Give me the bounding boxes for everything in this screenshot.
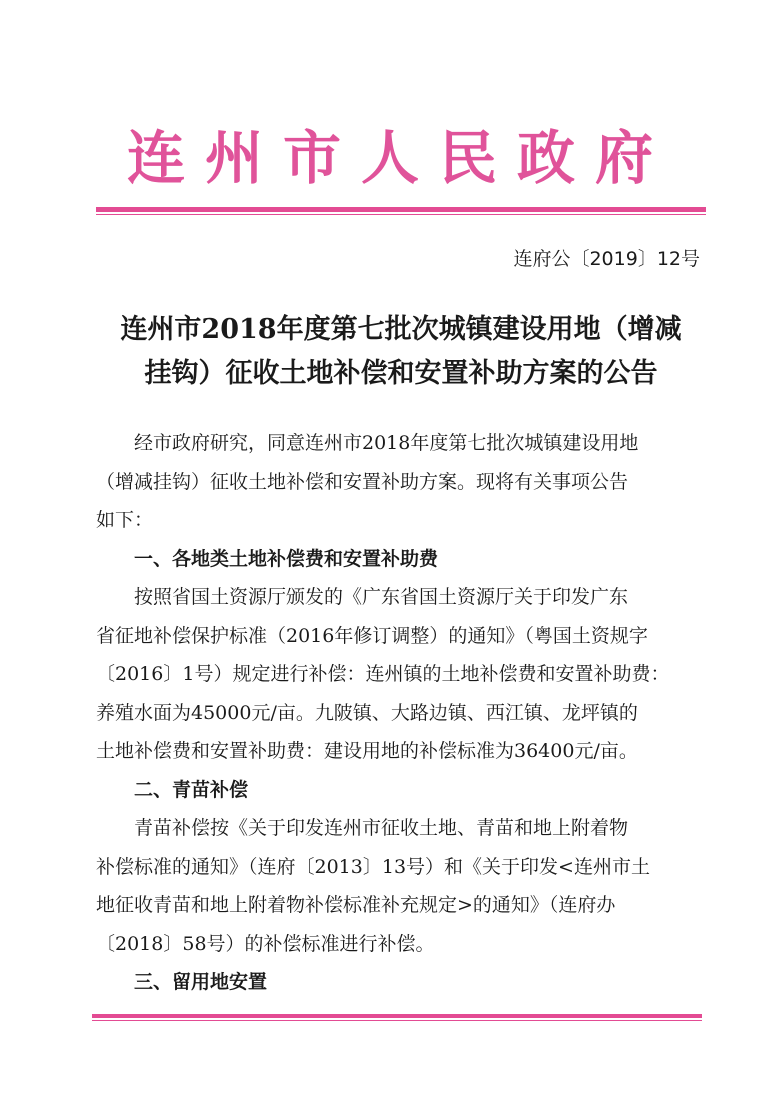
masthead-divider — [96, 207, 706, 212]
title-line: 挂钩）征收土地补偿和安置补助方案的公告 — [144, 358, 658, 389]
intro-line: 如下： — [96, 509, 154, 531]
document-body — [96, 424, 700, 1002]
section-heading: 三、留用地安置 — [134, 971, 268, 993]
footer-divider — [92, 1014, 702, 1018]
section-line: 地征收青苗和地上附着物补偿标准补充规定>的通知》（连府办 — [96, 894, 616, 916]
section-line: 补偿标准的通知》（连府〔2013〕13号）和《关于印发<连州市土 — [96, 855, 650, 878]
section-line: 土地补偿费和安置补助费：建设用地的补偿标准为36400元/亩。 — [96, 740, 638, 762]
intro-line: 经市政府研究，同意连州市2018年度第七批次城镇建设用地 — [134, 432, 639, 454]
section-line: 〔2018〕58号）的补偿标准进行补偿。 — [96, 932, 435, 955]
document-number: 连府公〔2019〕12号 — [513, 248, 700, 270]
document-title — [96, 308, 706, 396]
section-line: 按照省国土资源厅颁发的《广东省国土资源厅关于印发广东 — [134, 586, 629, 608]
section-line: 〔2016〕1号）规定进行补偿：连州镇的土地补偿费和安置补助费： — [96, 663, 670, 685]
title-line: 连州市2018年度第七批次城镇建设用地（增减 — [120, 314, 682, 345]
section-line: 青苗补偿按《关于印发连州市征收土地、青苗和地上附着物 — [134, 817, 629, 839]
section-heading: 一、各地类土地补偿费和安置补助费 — [134, 547, 439, 570]
issuer-masthead: 连州市人民政府 — [126, 124, 673, 192]
section-line: 省征地补偿保护标准（2016年修订调整）的通知》（粤国土资规字 — [96, 624, 648, 647]
intro-line: （增减挂钩）征收土地补偿和安置补助方案。现将有关事项公告 — [96, 470, 629, 493]
section-line: 养殖水面为45000元/亩。九陂镇、大路边镇、西江镇、龙坪镇的 — [96, 701, 638, 724]
section-heading: 二、青苗补偿 — [134, 778, 249, 801]
